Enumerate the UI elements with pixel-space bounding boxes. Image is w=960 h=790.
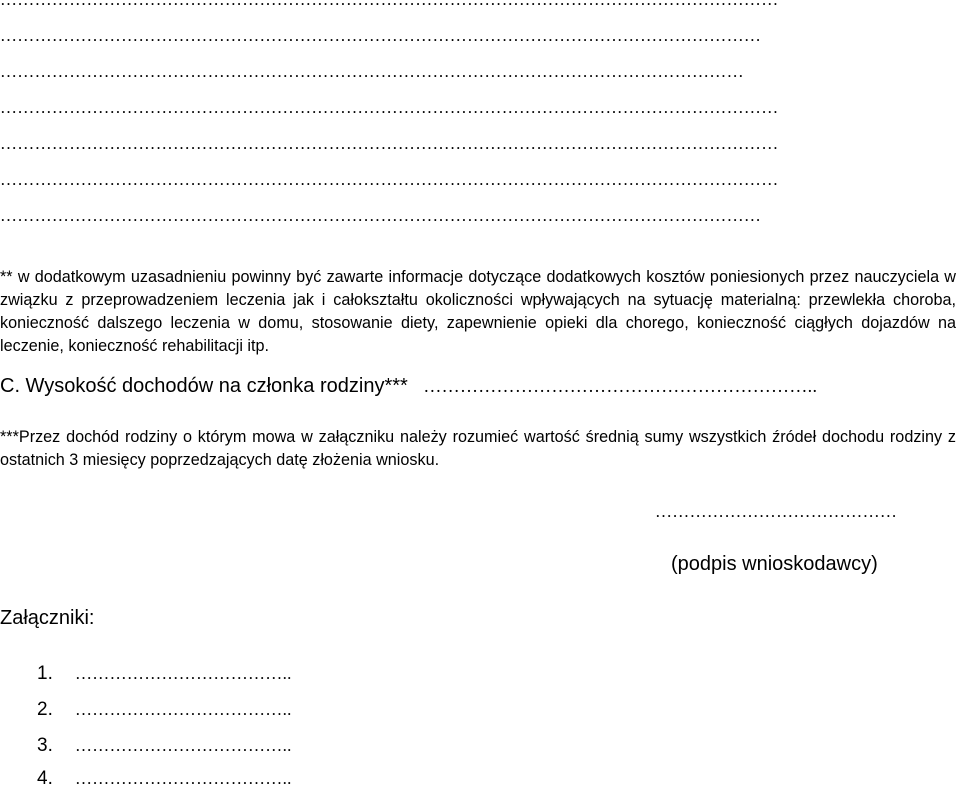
dotted-line [0, 0, 779, 10]
dotted-line: …………………………………………………………………………………………………………………… [0, 26, 762, 45]
attachment-number: 2. [37, 699, 53, 720]
dotted-line: …………………………………………………………………………………………………………………… [0, 206, 762, 225]
dotted-line: ……………………………………………………………………………………………………………………… [0, 98, 779, 117]
signature-line: …………………………………… [655, 502, 898, 521]
footnote-text: ** w dodatkowym uzasadnieniu powinny być zawarte informacje dotyczące dodatkowych kosztów poniesionych przez nauczyciela w związku z przeprowadzeniem leczenia jak i całokształtu okoliczności wpływających na sytuację materialną: przewlekła choroba, konieczność dalszego leczenia w domu, stosowanie diety, zapewnienie opieki dla chorego, konieczność ciągłych dojazdów na leczenie, konieczność rehabilitacji itp. [0, 268, 956, 355]
dotted-line: ……………………………………………………………………………………………………………………… [0, 134, 779, 153]
attachment-fill-line: ……………………………….. [75, 736, 292, 755]
signature-label: (podpis wnioskodawcy) [671, 553, 878, 575]
dotted-line: ……………………………………………………………………………………………………………………… [0, 170, 779, 189]
attachment-fill-line: ……………………………….. [75, 664, 292, 683]
footnote-income-definition [0, 426, 956, 472]
attachments-title: Załączniki: [0, 607, 95, 629]
dotted-line: ………………………………………………………………………………………………………………… [0, 62, 744, 81]
section-c-heading [0, 374, 817, 398]
attachment-item [37, 663, 292, 685]
footnote-additional-costs [0, 266, 956, 358]
section-c-fill-line: ……………………………………………………….. [423, 376, 818, 396]
attachment-item [37, 699, 292, 721]
attachment-item [37, 735, 292, 757]
footnote-text: ***Przez dochód rodziny o którym mowa w załączniku należy rozumieć wartość średnią sumy wszystkich źródeł dochodu rodziny z ostatnich 3 miesięcy poprzedzających datę złożenia wniosku. [0, 428, 956, 469]
attachment-fill-line: ……………………………….. [75, 700, 292, 719]
attachment-item [37, 768, 292, 790]
attachment-number: 4. [37, 768, 53, 789]
attachment-fill-line: ……………………………….. [75, 769, 292, 788]
attachment-number: 3. [37, 735, 53, 756]
section-c-title: C. Wysokość dochodów na członka rodziny*** [0, 375, 408, 397]
attachment-number: 1. [37, 663, 53, 684]
